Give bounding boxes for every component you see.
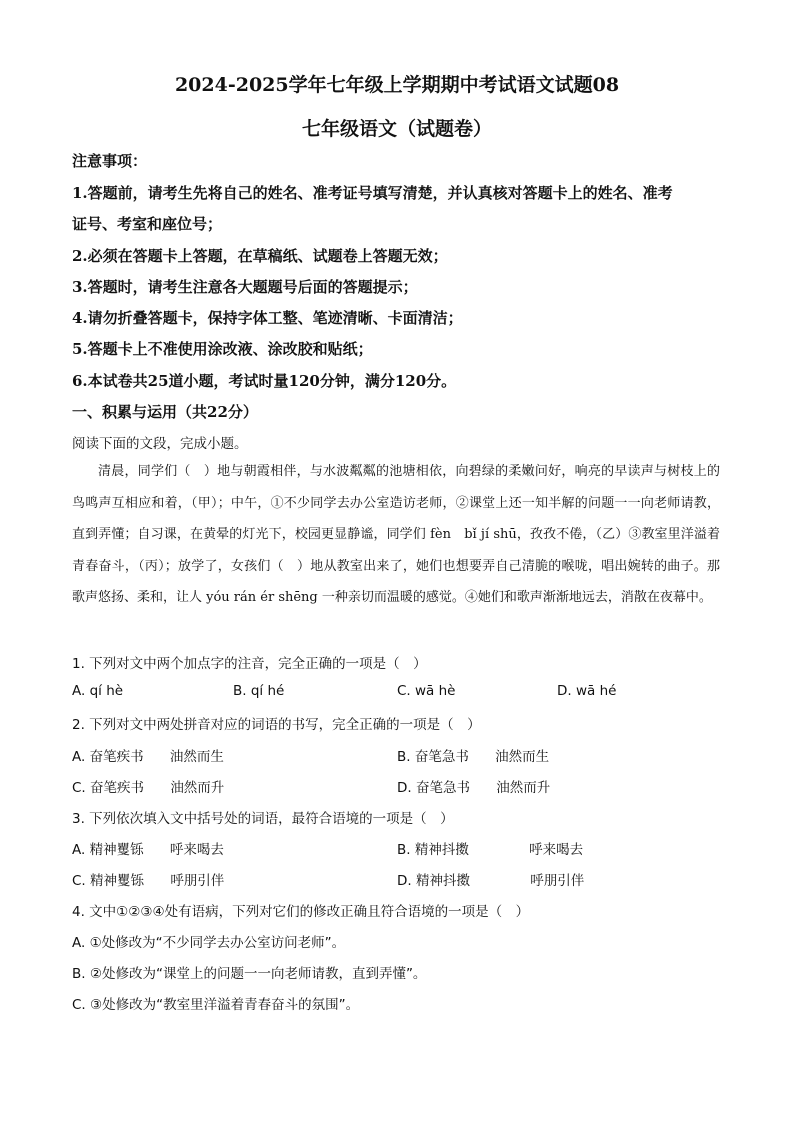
question-2-option-b (397, 745, 549, 765)
option-word-2: 呼来喝去 (529, 842, 584, 858)
option-word-2: 油然而生 (169, 749, 224, 765)
option-word-1: 奋笔急书 (414, 749, 469, 765)
option-word-2: 油然而升 (496, 780, 551, 796)
question-1-stem: 1. 下列对文中两个加点字的注音，完全正确的一项是（ ） (72, 656, 427, 672)
question-3-option-d (397, 869, 584, 889)
option-word-1: 精神抖擞 (414, 842, 469, 858)
exam-title: 2024-2025学年七年级上学期期中考试语文试题08 (174, 74, 620, 96)
notice-item-6: 6.本试卷共25道小题，考试时量120分钟，满分120分。 (72, 372, 457, 390)
question-3-option-a (72, 838, 224, 858)
notice-item-3: 3.答题时，请考生注意各大题题号后面的答题提示； (72, 278, 418, 296)
option-letter: C. (72, 780, 86, 796)
option-letter: B. (397, 842, 411, 858)
option-word-1: 精神矍铄 (90, 873, 145, 889)
option-word-2: 呼朋引伴 (530, 873, 585, 889)
notice-item-1-line-2: 证号、考室和座位号； (72, 215, 223, 233)
question-4-option-b: B. ②处修改为“课堂上的问题一一向老师请教，直到弄懂”。 (72, 966, 427, 982)
reading-passage (72, 456, 720, 614)
question-3-stem: 3. 下列依次填入文中括号处的词语，最符合语境的一项是（ ） (72, 811, 454, 827)
question-2-option-d (397, 776, 550, 796)
question-1-option-a: A. qí hè (72, 683, 124, 699)
question-2-stem: 2. 下列对文中两处拼音对应的词语的书写，完全正确的一项是（ ） (72, 717, 481, 733)
option-word-1: 奋笔疾书 (90, 780, 145, 796)
question-2-option-c (72, 776, 224, 796)
reading-instruction: 阅读下面的文段，完成小题。 (72, 436, 248, 452)
option-letter: A. (72, 842, 86, 858)
option-word-1: 奋笔疾书 (89, 749, 144, 765)
question-1-option-b: B. qí hé (233, 683, 285, 699)
option-letter: C. (72, 873, 86, 889)
option-letter: B. (397, 749, 411, 765)
notice-heading: 注意事项： (72, 152, 148, 170)
option-word-2: 油然而生 (495, 749, 550, 765)
notice-item-2: 2.必须在答题卡上答题，在草稿纸、试题卷上答题无效； (72, 247, 448, 265)
question-4-option-a: A. ①处修改为“不少同学去办公室访问老师”。 (72, 935, 346, 951)
option-word-2: 呼朋引伴 (170, 873, 225, 889)
notice-item-5: 5.答题卡上不准使用涂改液、涂改胶和贴纸； (72, 340, 373, 358)
question-1-option-d: D. wā hé (557, 683, 617, 699)
question-3-option-c (72, 869, 224, 889)
question-4-stem: 4. 文中①②③④处有语病，下列对它们的修改正确且符合语境的一项是（ ） (72, 904, 530, 920)
question-1-option-c: C. wā hè (397, 683, 456, 699)
exam-subtitle: 七年级语文（试题卷） (301, 118, 492, 140)
option-word-1: 精神抖擞 (415, 873, 470, 889)
option-word-1: 奋笔急书 (415, 780, 470, 796)
option-letter: A. (72, 749, 86, 765)
option-word-2: 呼来喝去 (169, 842, 224, 858)
question-2-option-a (72, 745, 224, 765)
passage-text: 清晨，同学们（ ）地与朝霞相伴，与水波粼粼的池塘相依，向碧绿的柔嫩问好，响亮的早读声与树枝上的鸟鸣声互相应和着，（甲）；中午，①不少同学去办公室造访老师，②课堂上还一知半解的问题一一向老师请教，直到弄懂；自习课，在黄晕的灯光下，校园更显静谧，同学们 fèn bǐ jí shū，孜孜不倦，（乙）③教室里洋溢着青春奋斗，（丙）；放学了，女孩们（ ）地从教室出来了，她们也想要弄自己清脆的喉咙，唱出婉转的曲子。那歌声悠扬、柔和，让人 yóu rán ér shēng 一种亲切而温暖的感觉。④她们和歌声渐渐地远去，消散在夜幕中。 (72, 464, 720, 605)
question-4-option-c: C. ③处修改为“教室里洋溢着青春奋斗的氛围”。 (72, 997, 360, 1013)
option-letter: D. (397, 873, 412, 889)
question-3-option-b (397, 838, 583, 858)
option-letter: D. (397, 780, 412, 796)
option-word-1: 精神矍铄 (89, 842, 144, 858)
notice-item-1-line-1: 1.答题前，请考生先将自己的姓名、准考证号填写清楚，并认真核对答题卡上的姓名、准考 (72, 184, 673, 202)
notice-item-4: 4.请勿折叠答题卡，保持字体工整、笔迹清晰、卡面清洁； (72, 309, 463, 327)
section-heading: 一、积累与运用（共22分） (72, 403, 258, 421)
option-word-2: 油然而升 (170, 780, 225, 796)
